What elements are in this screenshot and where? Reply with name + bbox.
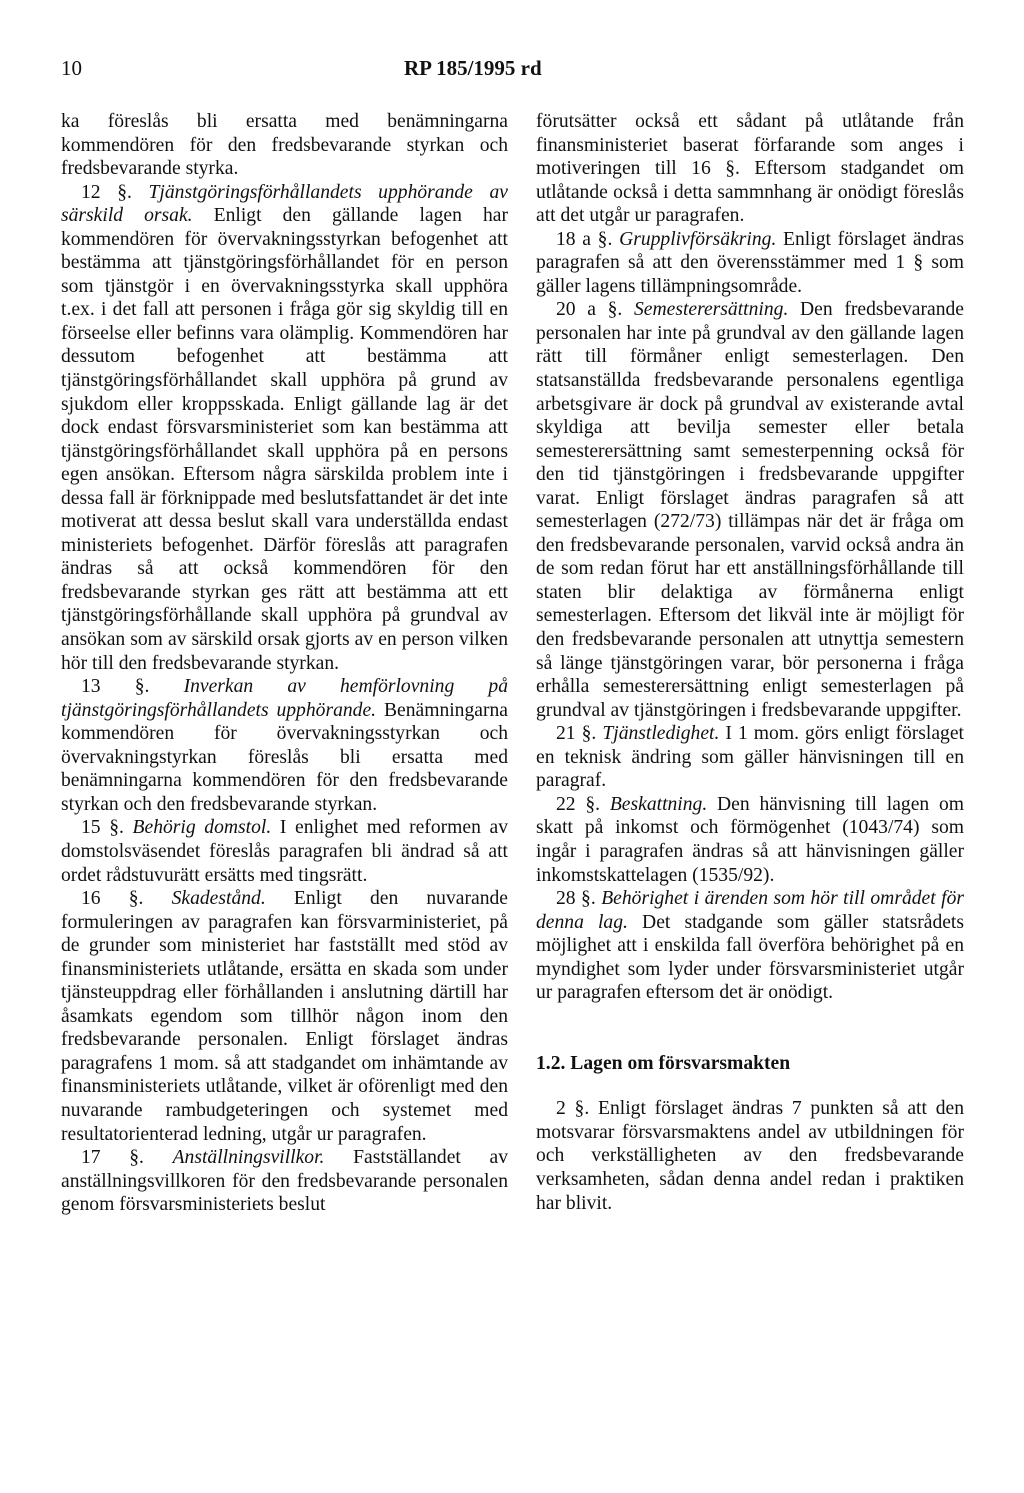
paragraph-continuation: förutsätter också ett sådant på utlåtande från finansministeriet baserat förfarande som anges i motiveringen till 16 §. Eftersom stadgandet om utlåtande också i detta sammnhang är onödigt föreslås att det utgår ur paragrafen. <box>536 111 964 227</box>
section-number: 28 §. <box>556 888 602 910</box>
section-number: 16 §. <box>81 888 172 910</box>
paragraph-15 <box>61 816 508 887</box>
section-heading: Skadestånd. <box>171 888 266 910</box>
section-heading: Inverkan av hemförlovning på tjänstgöringsförhållandets upphörande. <box>61 676 508 721</box>
paragraph-21 <box>536 722 964 793</box>
section-number: 12 §. <box>81 181 149 203</box>
paragraph-17 <box>61 1146 508 1217</box>
section-heading: Tjänstgöringsförhållandets upphörande av särskild orsak. <box>61 181 508 227</box>
section-text: Det stadgande som gäller statsrådets möjlighet att i enskilda fall överföra behörighet på en myndighet som lyder under försvarsministeriet utgår ur paragrafen eftersom det är onödigt. <box>536 911 965 1004</box>
section-heading: Behörig domstol. <box>132 817 272 839</box>
section-number: 22 §. <box>556 793 610 815</box>
section-text: Enligt den gällande lagen har kommendören för övervakningsstyrkan befogenhet att bestämma att tjänstgöringsförhållandet för en person som tjänstgör i en övervakningsstyrka skall upphöra t.ex. i det fall att personen i fråga gör sig skyldig till en förseelse eller befinns vara olämplig. Kommendören har dessutom befogenhet att bestämma att tjänstgöringsförhållandet skall upphöra på grund av sjukdom eller kroppsskada. Enligt gällande lag är det dock endast försvarsministeriet som kan bestämma att tjänstgöringsförhållandet skall upphöra på en persons egen ansökan. Eftersom några särskilda problem inte i dessa fall är förknippade med beslutsfattandet är det inte motiverat att dessa beslut skall vara underställda endast ministeriets befogenhet. Därför föreslås att paragrafen ändras så att också kommendören för den fredsbevarande styrkan ges rätt att bestämma att ett tjänstgöringsförhållande skall upphöra på grundval av ansökan som av särskild orsak gjorts av en person vilken hör till den fredsbevarande styrkan. <box>61 205 508 674</box>
section-text: I 1 mom. görs enligt förslaget en teknisk ändring som gäller hänvisningen till en paragraf. <box>536 723 964 792</box>
page-number: 10 <box>61 56 82 80</box>
section-number: 17 §. <box>81 1147 173 1169</box>
section-number: 20 a §. <box>556 299 634 321</box>
section-text: Den hänvisning till lagen om skatt på inkomst och förmögenhet (1043/74) som ingår i paragrafen ändras så att hänvisningen gäller inkomstskattelagen (1535/92). <box>536 793 964 886</box>
section-text: Benämningarna kommendören för övervakningsstyrkan och övervakningstyrkan föreslås bli ersatta med benämningarna kommendören för den fredsbevarande styrkan och den fredsbevarande styrkan. <box>61 699 508 815</box>
section-heading: Behörighet i ärenden som hör till området för denna lag. <box>536 888 965 933</box>
section-number: 18 a §. <box>556 228 620 250</box>
right-column <box>536 110 964 1215</box>
section-heading: Tjänstledighet. <box>602 723 720 745</box>
section-text: Fastställandet av anställningsvillkoren för den fredsbevarande personalen genom försvarsministeriets beslut <box>61 1147 508 1216</box>
subsection-title: 1.2. Lagen om försvarsmakten <box>536 1052 791 1074</box>
section-text: Enligt den nuvarande formuleringen av paragrafen kan försvarministeriet, på de grunder som ministeriet har fastställt med stöd av finansministeriets utlåtande, ersätta en skada som under tjänsteuppdrag eller förhållanden i anslutning därtill har åsamkats egendom som tillhör någon inom den fredsbevarande personalen. Enligt förslaget ändras paragrafens 1 mom. så att stadgandet om inhämtande av finansministeriets utlåtande, vilket är oförenligt med den nuvarande rambudgeteringen och systemet med resultatorienterad ledning, utgår ur paragrafen. <box>61 888 508 1145</box>
paragraph-20a <box>536 298 964 722</box>
section-number: 21 §. <box>556 723 603 745</box>
section-number: 13 §. <box>81 676 184 698</box>
paragraph-continuation: ka föreslås bli ersatta med benämningarna kommendören för den fredsbevarande styrkan och fredsbevarande styrka. <box>61 111 508 180</box>
section-text: I enlighet med reformen av domstolsväsendet föreslås paragrafen bli ändrad så att ordet rådstuvurätt ersätts med tingsrätt. <box>61 817 508 886</box>
paragraph-13 <box>61 675 508 816</box>
subsection <box>536 1052 964 1215</box>
paragraph-16 <box>61 887 508 1146</box>
paragraph-18a <box>536 228 964 299</box>
paragraph-28 <box>536 887 964 1005</box>
section-heading: Semesterersättning. <box>633 299 789 321</box>
paragraph-22 <box>536 793 964 887</box>
document-id: RP 185/1995 rd <box>404 56 542 80</box>
section-heading: Grupplivförsäkring. <box>619 228 777 250</box>
subsection-paragraph: 2 §. Enligt förslaget ändras 7 punkten så att den motsvarar försvarsmaktens andel av utbildningen för och verkställigheten av den fredsbevarande verksamheten, sådan denna andel redan i praktiken har blivit. <box>536 1098 964 1214</box>
section-heading: Beskattning. <box>609 793 708 815</box>
left-column <box>61 110 508 1217</box>
section-number: 15 §. <box>81 817 133 839</box>
section-text: Enligt förslaget ändras paragrafen så att den överensstämmer med 1 § som gäller lagens tillämpningsområde. <box>536 228 965 297</box>
paragraph-12 <box>61 181 508 675</box>
section-heading: Anställningsvillkor. <box>172 1147 325 1169</box>
section-text: Den fredsbevarande personalen har inte på grundval av den gällande lagen rätt till förmåner enligt semesterlagen. Den statsanställda fredsbevarande personalens egentliga arbetsgivare är dock på grundval av existerande avtal skyldiga att bevilja semester eller betala semesterersättning samt semesterpenning också för den tid tjänstgöringen i fredsbevarande uppgifter varat. Enligt förslaget ändras paragrafen så att semesterlagen (272/73) tillämpas när det är fråga om den fredsbevarande personalen, varvid också andra än de som redan förut har ett anställningsförhållande till staten blir delaktiga av förmånerna enligt semesterlagen. Eftersom det likväl inte är möjligt för den fredsbevarande personalen att utnyttja semestern så länge tjänstgöringen varar, bör personerna i fråga erhålla semesterersättning enligt semesterlagen på grundval av tjänstgöringen i fredsbevarande uppgifter. <box>536 299 964 721</box>
